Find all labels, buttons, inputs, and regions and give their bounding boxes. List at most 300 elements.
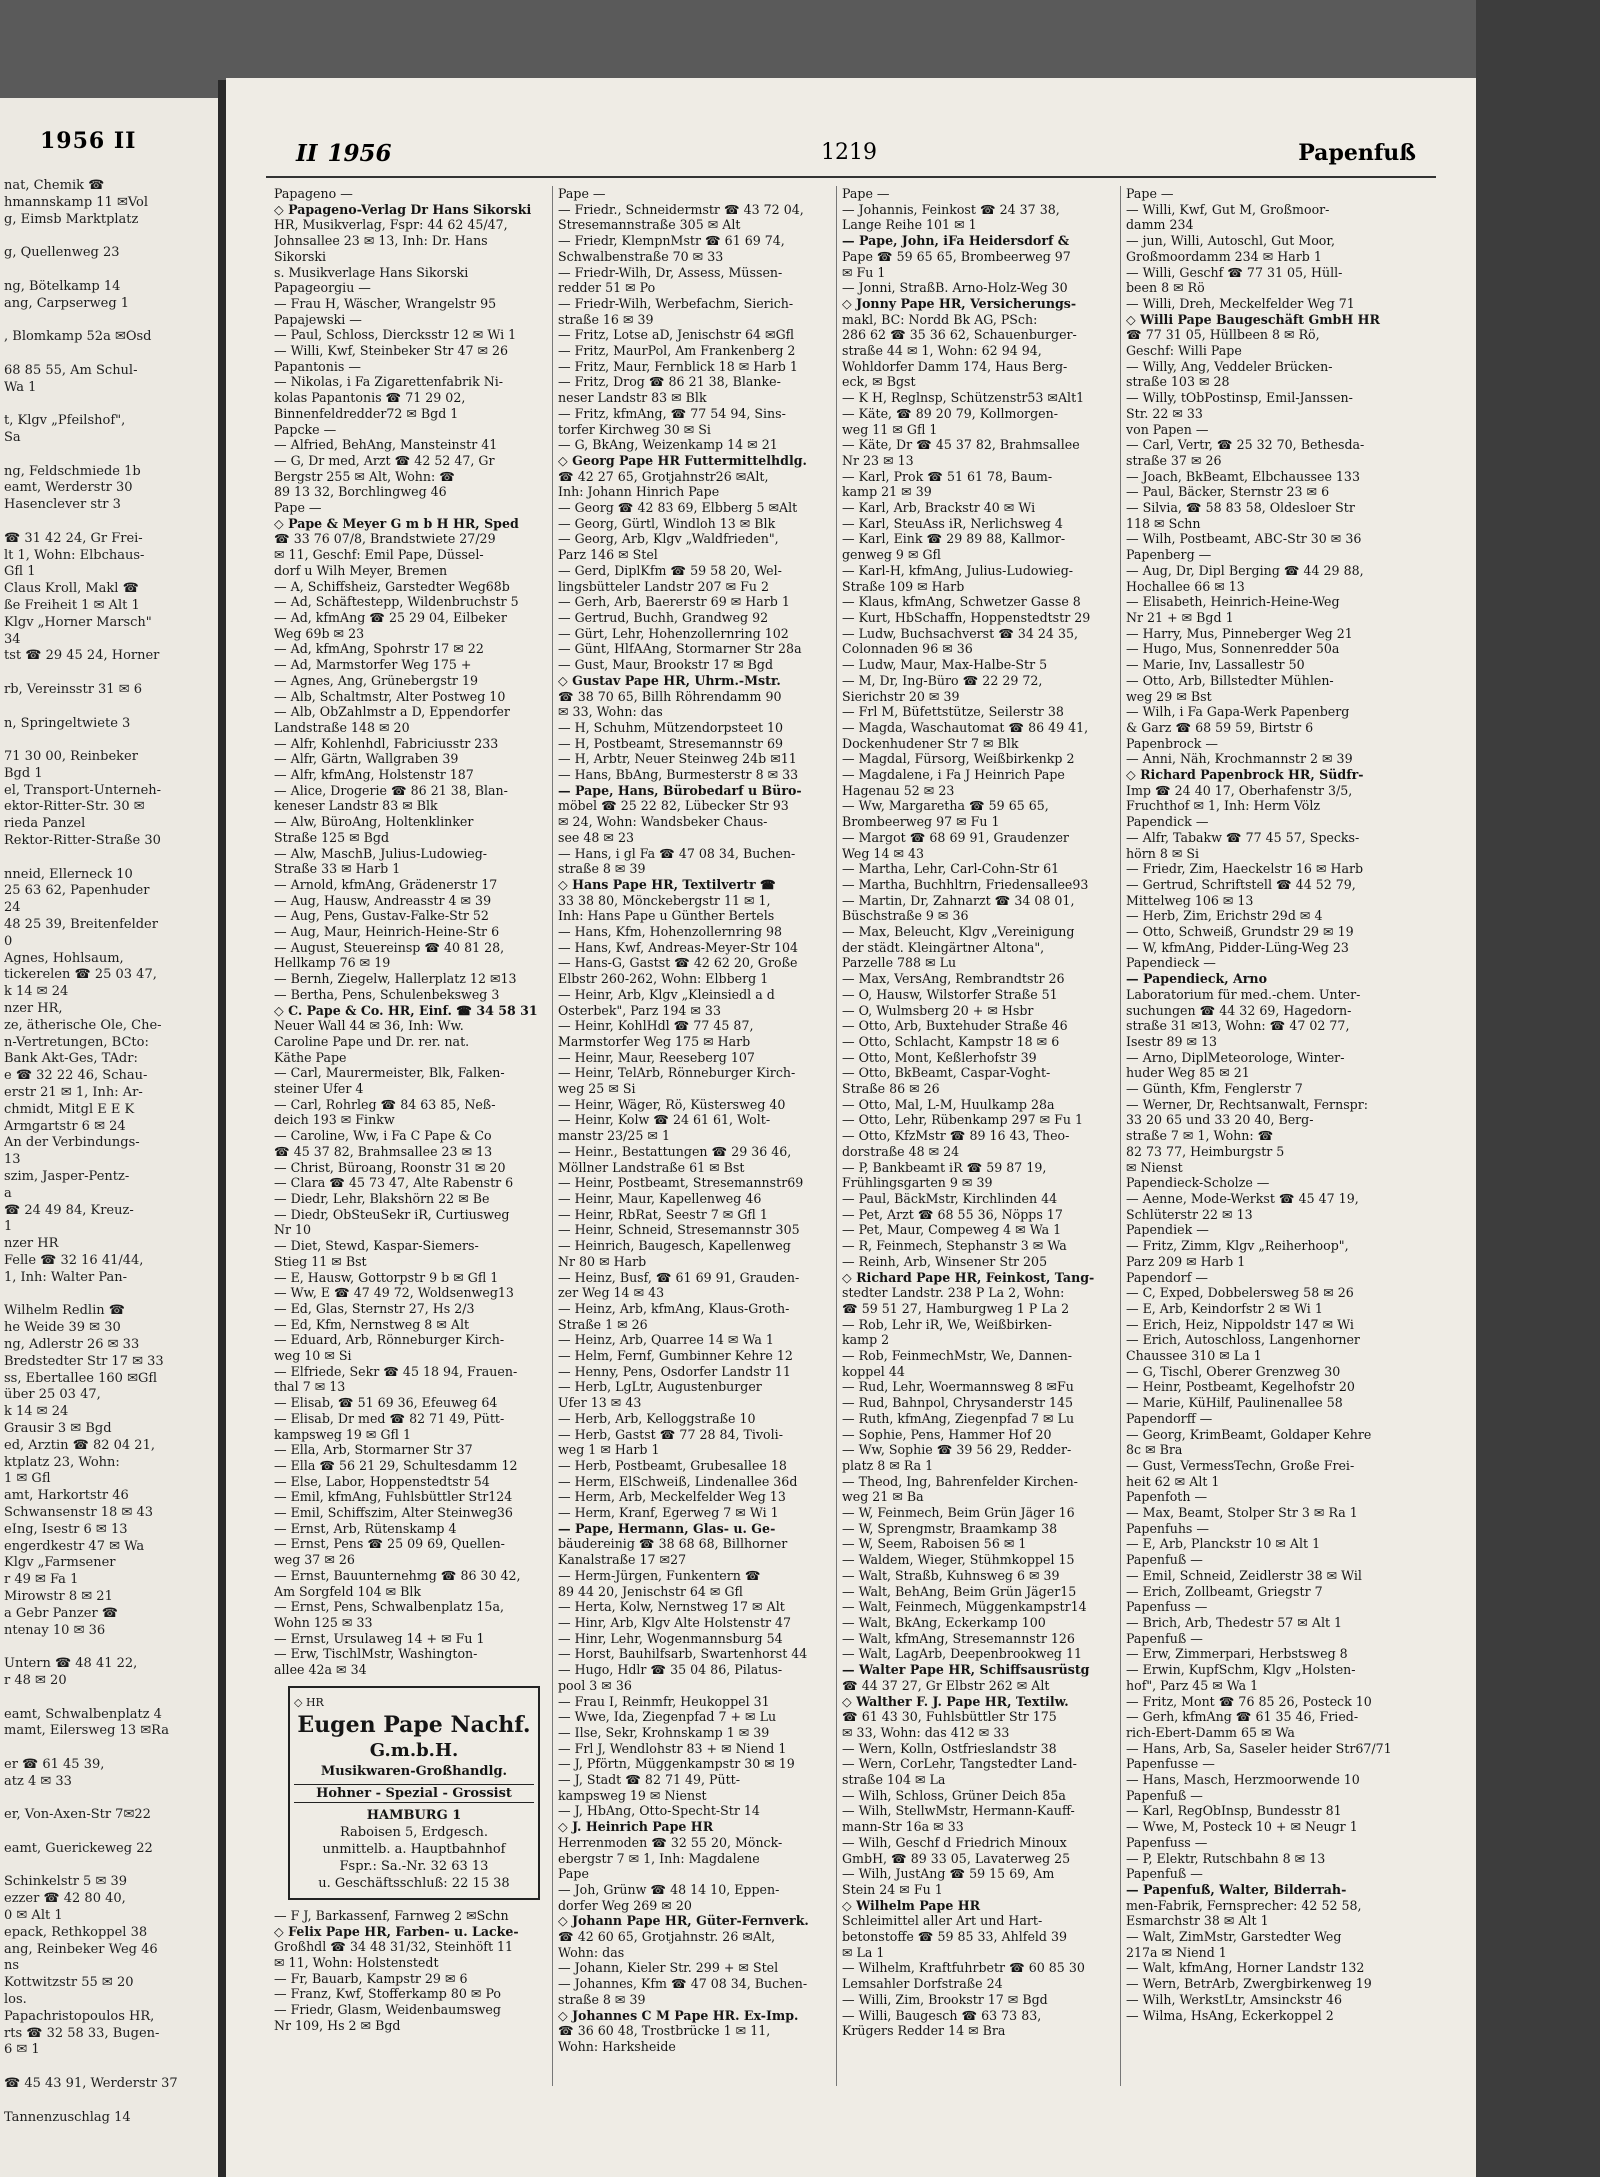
directory-entry-line: Papenfuß —	[1126, 1630, 1203, 1646]
directory-entry-line: ✉ Nienst	[1126, 1159, 1183, 1175]
directory-entry-line: — Otto, Schlacht, Kampstr 18 ✉ 6	[842, 1033, 1060, 1049]
directory-entry-line: — Aenne, Mode-Werkst ☎ 45 47 19,	[1126, 1191, 1359, 1206]
ad-line: u. Geschäftsschluß: 22 15 38	[318, 1875, 510, 1891]
directory-entry-line: — Karl-H, kfmAng, Julius-Ludowieg-	[842, 562, 1074, 578]
left-page-line: tst ☎ 29 45 24, Horner	[4, 648, 160, 664]
directory-entry-line: Krügers Redder 14 ✉ Bra	[842, 2023, 1006, 2039]
directory-entry-line: — Herm-Jürgen, Funkentern ☎	[558, 1567, 761, 1583]
directory-entry-line: ✉ Fu 1	[842, 264, 886, 280]
directory-entry-line: straße 8 ✉ 39	[558, 1991, 646, 2007]
left-page-line: ng, Bötelkamp 14	[4, 278, 121, 294]
directory-entry-line: ◇ Wilhelm Pape HR	[842, 1897, 981, 1913]
directory-entry-line: — Herm, Arb, Meckelfelder Weg 13	[558, 1489, 786, 1505]
directory-entry-line: — Alw, BüroAng, Holtenklinker	[274, 814, 474, 830]
directory-entry-line: — Walt, kfmAng, Horner Landstr 132	[1126, 1960, 1365, 1976]
directory-entry-line: — Willi, Kwf, Steinbeker Str 47 ✉ 26	[274, 343, 509, 359]
left-page-line: ße Freiheit 1 ✉ Alt 1	[4, 597, 140, 613]
directory-entry-line: — Max, VersAng, Rembrandtstr 26	[842, 971, 1065, 987]
volume-label: II	[296, 140, 318, 167]
directory-entry-line: hof", Parz 45 ✉ Wa 1	[1126, 1677, 1259, 1693]
directory-entry-line: Papenfuß —	[1126, 1866, 1203, 1882]
directory-entry-line: weg 1 ✉ Harb 1	[558, 1442, 660, 1458]
directory-entry-line: — Rob, Lehr iR, We, Weißbirken-	[842, 1316, 1052, 1332]
directory-entry-line: — Arnold, kfmAng, Grädenerstr 17	[274, 876, 498, 892]
directory-entry-line: Wohn: Harksheide	[558, 2038, 676, 2054]
directory-entry-line: straße 103 ✉ 28	[1126, 374, 1230, 390]
directory-entry-line: Landstraße 148 ✉ 20	[274, 719, 410, 735]
directory-entry-line: — Fritz, kfmAng, ☎ 77 54 94, Sins-	[558, 405, 786, 421]
directory-entry-line: — O, Wulmsberg 20 + ✉ Hsbr	[842, 1002, 1034, 1018]
directory-entry-line: — Friedr, Glasm, Weidenbaumsweg	[274, 2002, 501, 2018]
directory-entry-line: — Willi, Kwf, Gut M, Großmoor-	[1126, 201, 1330, 217]
directory-entry-line: platz 8 ✉ Ra 1	[842, 1457, 934, 1473]
column-divider	[836, 186, 837, 2086]
directory-entry-line: straße 7 ✉ 1, Wohn: ☎	[1126, 1128, 1274, 1144]
directory-entry-line: Str. 22 ✉ 33	[1126, 405, 1203, 421]
left-page-line: hmannskamp 11 ✉Vol	[4, 194, 149, 210]
directory-entry-line: suchungen ☎ 44 32 69, Hagedorn-	[1126, 1002, 1352, 1018]
directory-entry-line: — H, Schuhm, Mützendorpsteet 10	[558, 719, 784, 735]
directory-entry-line: von Papen —	[1126, 421, 1209, 437]
directory-entry-line: 118 ✉ Schn	[1126, 515, 1201, 531]
left-page-line	[4, 1824, 214, 1841]
directory-entry-line: — Hinr, Lehr, Wogenmannsburg 54	[558, 1630, 783, 1646]
directory-entry-line: Osterbek", Parz 194 ✉ 33	[558, 1002, 721, 1018]
directory-entry-line: straße 44 ✉ 1, Wohn: 62 94 94,	[842, 343, 1042, 359]
directory-entry-line: Parz 146 ✉ Stel	[558, 547, 658, 563]
directory-entry-line: — Walt, Straßb, Kuhnsweg 6 ✉ 39	[842, 1567, 1060, 1583]
directory-entry-line: Papajewski —	[274, 311, 362, 327]
directory-entry-line: been 8 ✉ Rö	[1126, 280, 1205, 296]
left-page-line: eamt, Werderstr 30	[4, 480, 133, 496]
left-page-line: nat, Chemik ☎	[4, 178, 105, 193]
directory-entry-line: Sierichstr 20 ✉ 39	[842, 688, 960, 704]
left-page-line	[4, 1690, 214, 1707]
directory-entry-line: — Max, Beleucht, Klgv „Vereinigung	[842, 924, 1075, 940]
directory-entry-line: ◇ Georg Pape HR Futtermittelhdlg.	[558, 452, 807, 468]
directory-entry-line: — Else, Labor, Hoppenstedtstr 54	[274, 1473, 490, 1489]
directory-entry-line: — Hans, Masch, Herzmoorwende 10	[1126, 1772, 1360, 1788]
directory-entry-line: — Erich, Autoschloss, Langenhorner	[1126, 1332, 1360, 1348]
left-page-line: k 14 ✉ 24	[4, 984, 69, 1000]
directory-entry-line: — O, Hausw, Wilstorfer Straße 51	[842, 986, 1058, 1002]
directory-entry-line: Schlüterstr 22 ✉ 13	[1126, 1206, 1253, 1222]
directory-entry-line: weg 10 ✉ Si	[274, 1348, 352, 1364]
directory-entry-line: Möllner Landstraße 61 ✉ Bst	[558, 1159, 745, 1175]
directory-entry-line: GmbH, ☎ 89 33 05, Lavaterweg 25	[842, 1850, 1071, 1866]
directory-entry-line: — Heinr, Postbeamt, Stresemannstr69	[558, 1175, 804, 1191]
directory-entry-line: — Ed, Glas, Sternstr 27, Hs 2/3	[274, 1300, 475, 1316]
left-page-line: eIng, Isestr 6 ✉ 13	[4, 1521, 128, 1537]
directory-entry-line: — Alb, Schaltmstr, Alter Postweg 10	[274, 688, 506, 704]
directory-entry-line: straße 104 ✉ La	[842, 1772, 946, 1788]
directory-entry-line: Esmarchstr 38 ✉ Alt 1	[1126, 1913, 1269, 1929]
directory-entry-line: kampsweg 19 ✉ Gfl 1	[274, 1426, 411, 1442]
left-page-line: Rektor-Ritter-Straße 30	[4, 833, 161, 849]
directory-entry-line: Großhdl ☎ 34 48 31/32, Steinhöft 11	[274, 1939, 514, 1955]
directory-entry-line: — Ad, kfmAng, Spohrstr 17 ✉ 22	[274, 641, 484, 657]
directory-entry-line: — Wilh, Postbeamt, ABC-Str 30 ✉ 36	[1126, 531, 1362, 547]
directory-entry-line: — Georg ☎ 42 83 69, Elbberg 5 ✉Alt	[558, 500, 798, 516]
directory-entry-line: — Alfr, kfmAng, Holstenstr 187	[274, 767, 474, 783]
directory-entry-line: — Caroline, Ww, i Fa C Pape & Co	[274, 1128, 492, 1144]
directory-entry-line: — Gerh, Arb, Baererstr 69 ✉ Harb 1	[558, 594, 790, 610]
directory-entry-line: Papendorff —	[1126, 1410, 1213, 1426]
left-page-line: rieda Panzel	[4, 816, 86, 832]
directory-entry-line: — Gerd, DiplKfm ☎ 59 58 20, Wel-	[558, 562, 782, 578]
left-page-line: r 49 ✉ Fa 1	[4, 1572, 79, 1588]
directory-entry-line: keneser Landstr 83 ✉ Blk	[274, 798, 438, 814]
directory-entry-line: Pape —	[274, 500, 322, 516]
directory-entry-line: — Gerh, kfmAng ☎ 61 35 46, Fried-	[1126, 1709, 1359, 1725]
directory-entry-line: 33 20 65 und 33 20 40, Berg-	[1126, 1112, 1314, 1128]
directory-entry-line: Lemsahler Dorfstraße 24	[842, 1976, 1003, 1992]
directory-entry-line: — Emil, Schneid, Zeidlerstr 38 ✉ Wil	[1126, 1567, 1362, 1583]
directory-entry-line: — Walt, ZimMstr, Garstedter Weg	[1126, 1929, 1342, 1945]
directory-entry-line: — W, Sprengmstr, Braamkamp 38	[842, 1520, 1058, 1536]
directory-entry-line: Papantonis —	[274, 358, 361, 374]
directory-entry-line: — Elisabeth, Heinrich-Heine-Weg	[1126, 594, 1340, 610]
left-page-line	[4, 665, 214, 682]
left-page-line	[4, 346, 214, 363]
left-page-line: k 14 ✉ 24	[4, 1404, 69, 1420]
left-page-line	[4, 312, 214, 329]
directory-entry-line: ☎ 38 70 65, Billh Röhrendamm 90	[558, 688, 782, 704]
directory-entry-line: ☎ 36 60 48, Trostbrücke 1 ✉ 11,	[558, 2023, 771, 2039]
left-page-line: 34	[4, 631, 21, 647]
directory-entry-line: ✉ La 1	[842, 1944, 885, 1960]
directory-entry-line: straße 37 ✉ 26	[1126, 452, 1222, 468]
directory-entry-line: — Frl M, Büfettstütze, Seilerstr 38	[842, 704, 1064, 720]
directory-entry-line: — Gertrud, Buchh, Grandweg 92	[558, 609, 769, 625]
directory-entry-line: Papenfusse —	[1126, 1756, 1215, 1772]
directory-entry-line: — Pape, Hermann, Glas- u. Ge-	[558, 1520, 776, 1536]
left-page-line: lt 1, Wohn: Elbchaus-	[4, 547, 145, 563]
page-header	[226, 140, 1476, 176]
left-page-line: ns	[4, 1958, 20, 1974]
left-page-line: Klgv „Horner Marsch"	[4, 614, 152, 630]
directory-entry-line: — Wilh, JustAng ☎ 59 15 69, Am	[842, 1866, 1055, 1882]
directory-entry-line: — Papendieck, Arno	[1126, 971, 1267, 987]
directory-entry-line: — Günt, HlfAAng, Stormarner Str 28a	[558, 641, 802, 657]
directory-entry-line: — Wilh, Schloss, Grüner Deich 85a	[842, 1787, 1066, 1803]
directory-entry-line: — Erw, TischlMstr, Washington-	[274, 1646, 478, 1662]
directory-entry-line: dorstraße 48 ✉ 24	[842, 1143, 960, 1159]
directory-entry-line: — Otto, Arb, Billstedter Mühlen-	[1126, 672, 1334, 688]
directory-entry-line: — Diedr, Lehr, Blakshörn 22 ✉ Be	[274, 1191, 490, 1206]
directory-entry-line: — Ed, Kfm, Nernstweg 8 ✉ Alt	[274, 1316, 470, 1332]
directory-entry-line: — G, Dr med, Arzt ☎ 42 52 47, Gr	[274, 452, 495, 468]
directory-entry-line: — Pape, John, iFa Heidersdorf &	[842, 233, 1070, 249]
directory-entry-line: — Willi, Baugesch ☎ 63 73 83,	[842, 2007, 1042, 2023]
directory-entry-line: — Alfr, Tabakw ☎ 77 45 57, Specks-	[1126, 829, 1360, 845]
directory-entry-line: ◇ Johannes C M Pape HR. Ex-Imp.	[558, 2007, 799, 2023]
left-page-line: 24	[4, 900, 21, 916]
directory-entry-line: 89 13 32, Borchlingweg 46	[274, 484, 447, 500]
directory-entry-line: Weg 69b ✉ 23	[274, 625, 365, 641]
left-page-line: nzer HR,	[4, 1001, 63, 1017]
directory-entry-line: ☎ 42 60 65, Grotjahnstr. 26 ✉Alt,	[558, 1929, 776, 1945]
advertisement-box	[288, 1686, 540, 1900]
directory-entry-line: — Willy, tObPostinsp, Emil-Janssen-	[1126, 390, 1353, 406]
directory-entry-line: s. Musikverlage Hans Sikorski	[274, 264, 469, 280]
directory-entry-line: — Frau I, Reinmfr, Heukoppel 31	[558, 1693, 770, 1709]
directory-entry-line: — P, Elektr, Rutschbahn 8 ✉ 13	[1126, 1850, 1326, 1866]
directory-entry-line: Papenberg —	[1126, 547, 1212, 563]
left-page-line: erstr 21 ✉ 1, Inh: Ar-	[4, 1085, 143, 1101]
directory-entry-line: — Wilh, StellwMstr, Hermann-Kauff-	[842, 1803, 1075, 1819]
directory-entry-line: — Marie, KüHilf, Paulinenallee 58	[1126, 1395, 1343, 1411]
directory-entry-line: — Margot ☎ 68 69 91, Graudenzer	[842, 829, 1069, 845]
directory-entry-line: ☎ 33 76 07/8, Brandstwiete 27/29	[274, 531, 496, 547]
directory-entry-line: Papenfuhs —	[1126, 1520, 1209, 1536]
left-page-line: ☎ 45 43 91, Werderstr 37	[4, 2076, 178, 2092]
directory-entry-line: — Otto, Mont, Keßlerhofstr 39	[842, 1049, 1037, 1065]
left-page-line: Armgartstr 6 ✉ 24	[4, 1118, 126, 1134]
directory-entry-line: eck, ✉ Bgst	[842, 374, 916, 390]
directory-entry-line: — Karl, SteuAss iR, Nerlichsweg 4	[842, 515, 1063, 531]
directory-entry-line: Wohn: das	[558, 1944, 625, 1960]
directory-entry-line: ✉ 33, Wohn: das	[558, 704, 663, 720]
directory-entry-line: — Otto, BkBeamt, Caspar-Voght-	[842, 1065, 1051, 1081]
directory-entry-line: betonstoffe ☎ 59 85 33, Ahlfeld 39	[842, 1929, 1068, 1945]
directory-entry-line: Binnenfeldredder72 ✉ Bgd 1	[274, 405, 459, 421]
directory-entry-line: — Herb, Postbeamt, Grubesallee 18	[558, 1457, 787, 1473]
ad-line: Musikwaren-Großhandlg.	[320, 1763, 508, 1779]
directory-entry-line: — Wwe, Ida, Ziegenpfad 7 + ✉ Lu	[558, 1709, 777, 1725]
directory-entry-line: — R, Feinmech, Stephanstr 3 ✉ Wa	[842, 1238, 1067, 1254]
directory-entry-line: — E, Hausw, Gottorpstr 9 b ✉ Gfl 1	[274, 1269, 499, 1285]
directory-entry-line: dorf u Wilh Meyer, Bremen	[274, 562, 448, 578]
directory-entry-line: — Käte, Dr ☎ 45 37 82, Brahmsallee	[842, 437, 1080, 453]
directory-entry-line: mann-Str 16a ✉ 33	[842, 1819, 964, 1835]
left-page-line: he Weide 39 ✉ 30	[4, 1320, 121, 1336]
directory-entry-line: — Ella ☎ 56 21 29, Schultesdamm 12	[274, 1457, 518, 1473]
directory-entry-line: — Werner, Dr, Rechtsanwalt, Fernspr:	[1126, 1096, 1368, 1112]
directory-entry-line: torfer Kirchweg 30 ✉ Si	[558, 421, 711, 437]
directory-entry-line: — Willi, Dreh, Meckelfelder Weg 71	[1126, 295, 1355, 311]
directory-entry-line: huder Weg 85 ✉ 21	[1126, 1065, 1250, 1081]
directory-entry-line: ◇ Johann Pape HR, Güter-Fernverk.	[558, 1913, 809, 1929]
directory-entry-line: — Fritz, Maur, Fernblick 18 ✉ Harb 1	[558, 358, 798, 374]
directory-entry-line: — J, Pförtn, Müggenkampstr 30 ✉ 19	[558, 1756, 795, 1772]
left-page-line: 48 25 39, Breitenfelder	[4, 917, 158, 933]
left-page-line: el, Transport-Unterneh-	[4, 782, 162, 798]
left-page-line: Untern ☎ 48 41 22,	[4, 1656, 138, 1672]
left-page-line	[4, 1858, 214, 1875]
directory-entry-line: — Ad, Marmstorfer Weg 175 +	[274, 657, 472, 673]
directory-entry-line: — Heinr, Schneid, Stresemannstr 305	[558, 1222, 800, 1238]
directory-entry-line: Bergstr 255 ✉ Alt, Wohn: ☎	[274, 468, 455, 484]
directory-entry-line: — Wilh, i Fa Gapa-Werk Papenberg	[1126, 704, 1350, 720]
directory-entry-line: Pape —	[558, 186, 606, 201]
directory-entry-line: — Walt, LagArb, Deepenbrookweg 11	[842, 1646, 1082, 1662]
directory-entry-line: Herrenmoden ☎ 32 55 20, Mönck-	[558, 1834, 783, 1850]
left-page-line: rts ☎ 32 58 33, Bugen-	[4, 2025, 160, 2041]
left-page-line: g, Eimsb Marktplatz	[4, 211, 139, 227]
directory-entry-line: — Ad, Schäftestepp, Wildenbruchstr 5	[274, 594, 519, 610]
ad-highlight: Hohner - Spezial - Grossist	[294, 1784, 534, 1803]
directory-entry-line: — Magdalene, i Fa J Heinrich Pape	[842, 767, 1065, 783]
directory-entry-line: der städt. Kleingärtner Altona",	[842, 939, 1045, 955]
directory-entry-line: — Papenfuß, Walter, Bilderrah-	[1126, 1881, 1347, 1897]
left-page-line: engerdkestr 47 ✉ Wa	[4, 1538, 145, 1554]
directory-entry-line: koppel 44	[842, 1363, 905, 1379]
directory-entry-line: — Elisab, Dr med ☎ 82 71 49, Pütt-	[274, 1410, 505, 1426]
directory-entry-line: Hellkamp 76 ✉ 19	[274, 955, 391, 971]
directory-entry-line: — Aug, Maur, Heinrich-Heine-Str 6	[274, 924, 500, 940]
directory-entry-line: 8c ✉ Bra	[1126, 1442, 1183, 1458]
directory-entry-line: — F J, Barkassenf, Farnweg 2 ✉Schn	[274, 1907, 509, 1923]
directory-entry-line: — Walter Pape HR, Schiffsausrüstg	[842, 1662, 1090, 1678]
directory-entry-line: — Johannis, Feinkost ☎ 24 37 38,	[842, 201, 1060, 217]
directory-entry-line: — Ludw, Maur, Max-Halbe-Str 5	[842, 657, 1048, 673]
directory-entry-line: — Fritz, Drog ☎ 86 21 38, Blanke-	[558, 374, 781, 390]
directory-entry-line: — Joh, Grünw ☎ 48 14 10, Eppen-	[558, 1881, 780, 1897]
directory-entry-line: allee 42a ✉ 34	[274, 1662, 367, 1678]
directory-entry-line: manstr 23/25 ✉ 1	[558, 1128, 670, 1144]
directory-entry-line: — Erw, Zimmerpari, Herbstsweg 8	[1126, 1646, 1348, 1662]
left-page-line: Bgd 1	[4, 765, 43, 781]
directory-entry-line: — Ilse, Sekr, Krohnskamp 1 ✉ 39	[558, 1724, 770, 1740]
left-page-line: ktplatz 23, Wohn:	[4, 1454, 120, 1470]
directory-entry-line: Käthe Pape	[274, 1049, 347, 1065]
directory-entry-line: — Walt, BkAng, Eckerkamp 100	[842, 1614, 1046, 1630]
directory-entry-line: Hagenau 52 ✉ 23	[842, 782, 955, 798]
directory-entry-line: — Eduard, Arb, Rönneburger Kirch-	[274, 1332, 505, 1348]
directory-entry-line: Colonnaden 96 ✉ 36	[842, 641, 973, 657]
left-page-line	[4, 1791, 214, 1808]
directory-entry-line: — Alice, Drogerie ☎ 86 21 38, Blan-	[274, 782, 508, 798]
left-page-line: Schinkelstr 5 ✉ 39	[4, 1874, 128, 1890]
ad-legal-form: G.m.b.H.	[369, 1739, 459, 1761]
left-page-line: 6 ✉ 1	[4, 2042, 40, 2058]
directory-entry-line: ✉ 11, Geschf: Emil Pape, Düssel-	[274, 547, 484, 563]
directory-entry-line: thal 7 ✉ 13	[274, 1379, 346, 1395]
directory-entry-line: ◇ Hans Pape HR, Textilvertr ☎	[558, 876, 776, 892]
directory-entry-line: ◇ C. Pape & Co. HR, Einf. ☎ 34 58 31	[274, 1002, 538, 1018]
directory-entry-line: kamp 21 ✉ 39	[842, 484, 932, 500]
directory-entry-line: HR, Musikverlag, Fspr: 44 62 45/47,	[274, 217, 508, 233]
directory-entry-line: — Heinrich, Baugesch, Kapellenweg	[558, 1238, 791, 1254]
directory-entry-line: — Karl, Prok ☎ 51 61 78, Baum-	[842, 468, 1053, 484]
directory-entry-line: neser Landstr 83 ✉ Blk	[558, 390, 707, 406]
directory-entry-line: — Martin, Dr, Zahnarzt ☎ 34 08 01,	[842, 892, 1075, 908]
left-page-line: Schwansenstr 18 ✉ 43	[4, 1504, 154, 1520]
directory-entry-line: — Ww, Margaretha ☎ 59 65 65,	[842, 798, 1049, 814]
directory-entry-line: Nr 23 ✉ 13	[842, 452, 914, 468]
directory-entry-line: — Heinr, Arb, Klgv „Kleinsiedl a d	[558, 986, 775, 1002]
directory-entry-line: Papendick —	[1126, 814, 1209, 830]
left-page-line: ang, Carpserweg 1	[4, 295, 130, 311]
directory-entry-line: — Wern, BetrArb, Zwergbirkenweg 19	[1126, 1976, 1372, 1992]
left-page-line	[4, 1287, 214, 1304]
directory-entry-line: Inh: Johann Hinrich Pape	[558, 484, 720, 500]
directory-entry-line: — Max, Beamt, Stolper Str 3 ✉ Ra 1	[1126, 1505, 1358, 1521]
directory-entry-line: — Herb, Zim, Erichstr 29d ✉ 4	[1126, 908, 1323, 924]
directory-entry-line: — Bernh, Ziegelw, Hallerplatz 12 ✉13	[274, 971, 517, 987]
left-page-line: 1 ✉ Gfl	[4, 1471, 51, 1487]
directory-entry-line: damm 234	[1126, 217, 1194, 233]
directory-entry-line: — Fritz, Mont ☎ 76 85 26, Posteck 10	[1126, 1693, 1372, 1709]
directory-entry-line: — Georg, Gürtl, Windloh 13 ✉ Blk	[558, 515, 776, 531]
directory-entry-line: — Ernst, Pens, Schwalbenplatz 15a,	[274, 1599, 504, 1615]
directory-entry-line: — Ella, Arb, Stormarner Str 37	[274, 1442, 473, 1458]
directory-entry-line: ◇ Jonny Pape HR, Versicherungs-	[842, 295, 1077, 311]
directory-entry-line: Papenfuß —	[1126, 1552, 1203, 1568]
left-page-line: Gfl 1	[4, 564, 36, 580]
directory-entry-line: stedter Landstr. 238 P La 2, Wohn:	[842, 1285, 1065, 1301]
left-page-line: 0 ✉ Alt 1	[4, 1908, 63, 1924]
column-4	[1126, 186, 1398, 2086]
directory-entry-line: deich 193 ✉ Finkw	[274, 1112, 395, 1128]
directory-entry-line: — Gust, Maur, Brookstr 17 ✉ Bgd	[558, 657, 774, 673]
left-page-line: a Gebr Panzer ☎	[4, 1605, 118, 1621]
directory-entry-line: — Ernst, Bauunternehmg ☎ 86 30 42,	[274, 1567, 521, 1583]
directory-entry-line: — E, Arb, Planckstr 10 ✉ Alt 1	[1126, 1536, 1321, 1552]
directory-entry-line: Johnsallee 23 ✉ 13, Inh: Dr. Hans	[274, 233, 488, 249]
left-page-line: Wa 1	[4, 379, 37, 395]
directory-entry-line: — Hans, Arb, Sa, Saseler heider Str67/71	[1126, 1740, 1392, 1756]
directory-entry-line: — Harry, Mus, Pinneberger Weg 21	[1126, 625, 1353, 641]
directory-entry-line: — Diet, Stewd, Kaspar-Siemers-	[274, 1238, 479, 1254]
directory-entry-line: — Rud, Lehr, Woermannsweg 8 ✉Fu	[842, 1379, 1074, 1395]
directory-entry-line: — Günth, Kfm, Fenglerstr 7	[1126, 1081, 1303, 1097]
left-page-line: über 25 03 47,	[4, 1387, 101, 1403]
column-divider	[1120, 186, 1121, 2086]
directory-entry-line: — J, HbAng, Otto-Specht-Str 14	[558, 1803, 760, 1819]
directory-entry-line: — Alfr, Kohlenhdl, Fabriciusstr 233	[274, 735, 499, 751]
directory-entry-line: Stein 24 ✉ Fu 1	[842, 1881, 943, 1897]
directory-entry-line: Papcke —	[274, 421, 337, 437]
directory-entry-line: — P, Bankbeamt iR ☎ 59 87 19,	[842, 1159, 1047, 1175]
directory-entry-line: ☎ 59 51 27, Hamburgweg 1 P La 2	[842, 1300, 1070, 1316]
directory-entry-line: — Wern, CorLehr, Tangstedter Land-	[842, 1756, 1077, 1772]
directory-entry-line: ◇ Felix Pape HR, Farben- u. Lacke-	[274, 1923, 519, 1939]
left-page-line	[4, 1639, 214, 1656]
left-page-line: eamt, Guerickeweg 22	[4, 1840, 153, 1856]
directory-entry-line: Schleimittel aller Art und Hart-	[842, 1913, 1043, 1929]
directory-entry-line: — Hans, i gl Fa ☎ 47 08 34, Buchen-	[558, 845, 796, 861]
left-page-line: er ☎ 61 45 39,	[4, 1756, 105, 1772]
directory-entry-line: — Herb, Arb, Kelloggstraße 10	[558, 1410, 756, 1426]
directory-entry-line: möbel ☎ 25 22 82, Lübecker Str 93	[558, 798, 789, 814]
directory-entry-line: — Franz, Kwf, Stofferkamp 80 ✉ Po	[274, 1986, 501, 2002]
directory-entry-line: Straße 1 ✉ 26	[558, 1316, 648, 1332]
directory-entry-line: — Alw, MaschB, Julius-Ludowieg-	[274, 845, 488, 861]
left-page-line: 0	[4, 933, 13, 949]
directory-entry-line: — Hans, Kfm, Hohenzollernring 98	[558, 924, 783, 940]
directory-entry-line: — Otto, Schweiß, Grundstr 29 ✉ 19	[1126, 924, 1354, 940]
left-page-line	[4, 396, 214, 413]
directory-entry-line: — Ernst, Ursulaweg 14 + ✉ Fu 1	[274, 1630, 485, 1646]
directory-entry-line: — Hinr, Arb, Klgv Alte Holstenstr 47	[558, 1614, 792, 1630]
directory-entry-line: — Erwin, KupfSchm, Klgv „Holsten-	[1126, 1662, 1356, 1678]
directory-entry-line: — J, Stadt ☎ 82 71 49, Pütt-	[558, 1772, 740, 1788]
directory-entry-line: heit 62 ✉ Alt 1	[1126, 1473, 1220, 1489]
left-page-line: 25 63 62, Papenhuder	[4, 883, 150, 899]
directory-entry-line: — Christ, Büroang, Roonstr 31 ✉ 20	[274, 1159, 506, 1175]
directory-entry-line: — Jonni, StraßB. Arno-Holz-Weg 30	[842, 280, 1068, 296]
directory-entry-line: — Carl, Maurermeister, Blk, Falken-	[274, 1065, 505, 1081]
directory-entry-line: — Heinz, Arb, Quarree 14 ✉ Wa 1	[558, 1332, 774, 1348]
directory-entry-line: 33 38 80, Mönckebergstr 11 ✉ 1,	[558, 892, 771, 908]
directory-entry-line: ◇ Walther F. J. Pape HR, Textilw.	[842, 1693, 1069, 1709]
directory-entry-line: — G, BkAng, Weizenkamp 14 ✉ 21	[558, 437, 778, 453]
directory-entry-line: — H, Postbeamt, Stresemannstr 69	[558, 735, 784, 751]
directory-entry-line: — Elfriede, Sekr ☎ 45 18 94, Frauen-	[274, 1363, 518, 1379]
directory-entry-line: — Clara ☎ 45 73 47, Alte Rabenstr 6	[274, 1175, 514, 1191]
